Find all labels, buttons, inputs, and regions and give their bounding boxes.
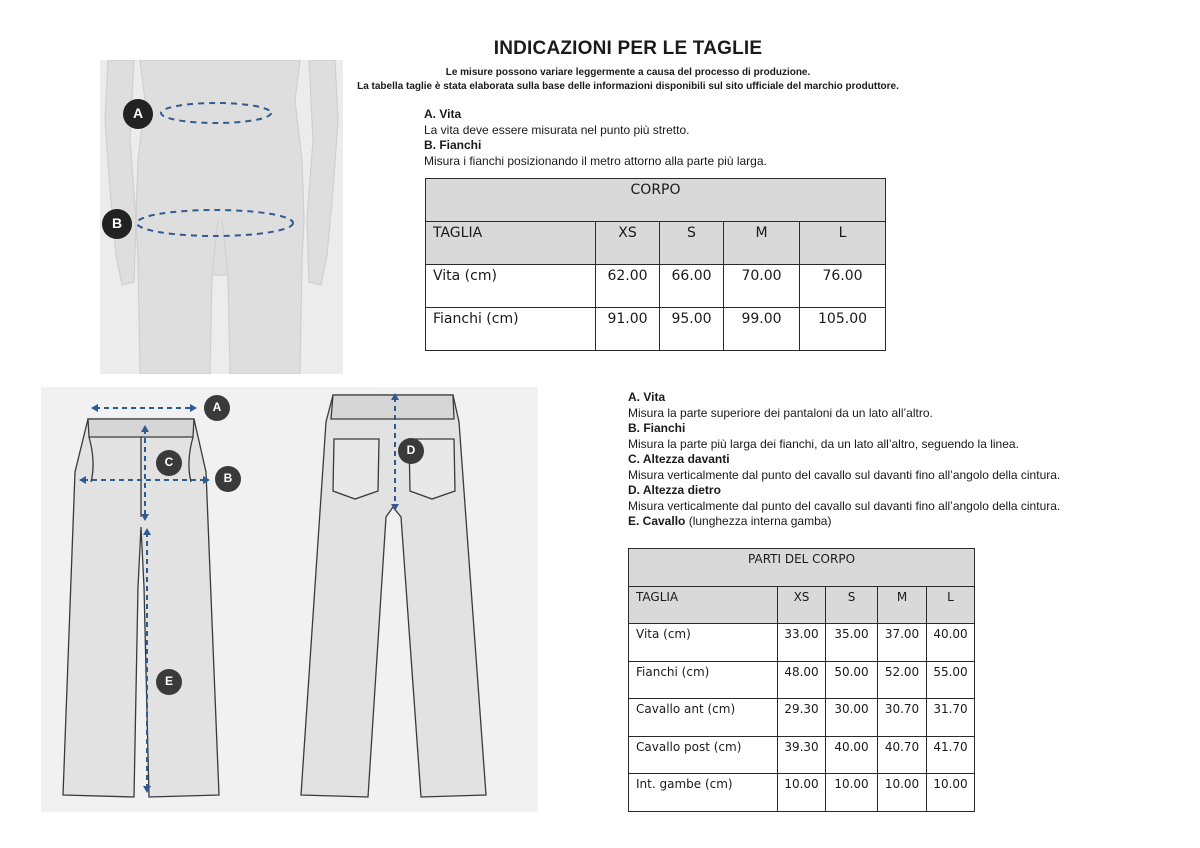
marker-b-label: B [223,471,233,485]
table-cell: 40.00 [927,624,975,662]
table-cell: 50.00 [826,661,878,699]
pants-table-title: PARTI DEL CORPO [629,549,975,587]
pants-size-table [628,548,975,812]
header-cell: M [878,586,927,624]
table-cell: 10.00 [778,774,826,812]
table-cell: 66.00 [660,265,724,308]
pants-altezza-davanti-title: C. Altezza davanti [628,452,730,466]
table-header-row [629,586,975,624]
table-cell: 70.00 [724,265,800,308]
pants-vita-text: Misura la parte superiore dei pantaloni da un lato all’altro. [628,405,933,420]
table-row [629,774,975,812]
table-cell: 39.30 [778,736,826,774]
pants-cavallo-text: (lunghezza interna gamba) [685,514,832,528]
pants-fianchi-text: Misura la parte più larga dei fianchi, da un lato all’altro, seguendo la linea. [628,436,1019,451]
row-label: Fianchi (cm) [629,661,778,699]
table-cell: 55.00 [927,661,975,699]
body-fianchi-title: B. Fianchi [424,138,482,152]
marker-b-label: B [111,215,123,231]
table-cell: 30.70 [878,699,927,737]
header-cell: XS [596,222,660,265]
body-vita-title: A. Vita [424,107,462,121]
marker-d-label: D [406,443,416,457]
table-cell: 31.70 [927,699,975,737]
table-row [426,265,886,308]
table-row [426,308,886,351]
pants-cavallo-title: E. Cavallo [628,514,686,528]
header-cell: S [660,222,724,265]
table-cell: 95.00 [660,308,724,351]
marker-e-label: E [164,674,173,688]
table-cell: 33.00 [778,624,826,662]
pants-measurement-description [628,390,1060,530]
pants-altezza-dietro-title: D. Altezza dietro [628,483,721,497]
marker-c-label: C [164,455,174,469]
table-row [629,661,975,699]
subtitle-line-1: Le misure possono variare leggermente a causa del processo di produzione. [445,67,811,78]
table-cell: 10.00 [826,774,878,812]
row-label: Fianchi (cm) [426,308,596,351]
table-cell: 30.00 [826,699,878,737]
header-cell: TAGLIA [629,586,778,624]
body-table-title: CORPO [426,179,886,222]
table-cell: 35.00 [826,624,878,662]
header-cell: L [800,222,886,265]
marker-a-label: A [212,400,222,414]
table-header-row [426,222,886,265]
table-row [629,624,975,662]
row-label: Cavallo ant (cm) [629,699,778,737]
row-label: Vita (cm) [629,624,778,662]
table-cell: 48.00 [778,661,826,699]
row-label: Int. gambe (cm) [629,774,778,812]
pants-altezza-dietro-text: Misura verticalmente dal punto del cavallo sul davanti fino all’angolo della cintura. [628,498,1061,513]
table-cell: 62.00 [596,265,660,308]
page-title: INDICAZIONI PER LE TAGLIE [493,38,763,59]
table-cell: 99.00 [724,308,800,351]
table-cell: 37.00 [878,624,927,662]
pants-measurement-figure [41,387,538,812]
table-cell: 29.30 [778,699,826,737]
pants-fianchi-title: B. Fianchi [628,421,686,435]
row-label: Cavallo post (cm) [629,736,778,774]
table-cell: 105.00 [800,308,886,351]
header-cell: M [724,222,800,265]
table-cell: 91.00 [596,308,660,351]
table-cell: 40.00 [826,736,878,774]
header-cell: L [927,586,975,624]
pants-cavallo-line [628,514,1060,530]
table-row [629,736,975,774]
header-cell: XS [778,586,826,624]
table-cell: 41.70 [927,736,975,774]
marker-a-label: A [132,105,144,121]
body-measurement-figure [100,60,343,374]
table-row [629,699,975,737]
pants-altezza-davanti-text: Misura verticalmente dal punto del cavallo sul davanti fino all’angolo della cintura. [628,467,1061,482]
body-vita-text: La vita deve essere misurata nel punto più stretto. [424,122,690,137]
pants-vita-title: A. Vita [628,390,666,404]
body-size-table [425,178,886,351]
table-cell: 10.00 [878,774,927,812]
body-measurement-description [424,107,767,169]
header-cell: S [826,586,878,624]
table-cell: 10.00 [927,774,975,812]
subtitle-line-2: La tabella taglie è stata elaborata sulla base delle informazioni disponibili sul sito ufficiale del marchio produttore. [357,81,899,92]
table-cell: 40.70 [878,736,927,774]
table-cell: 76.00 [800,265,886,308]
body-fianchi-text: Misura i fianchi posizionando il metro attorno alla parte più larga. [424,153,767,168]
table-cell: 52.00 [878,661,927,699]
header-cell: TAGLIA [426,222,596,265]
row-label: Vita (cm) [426,265,596,308]
